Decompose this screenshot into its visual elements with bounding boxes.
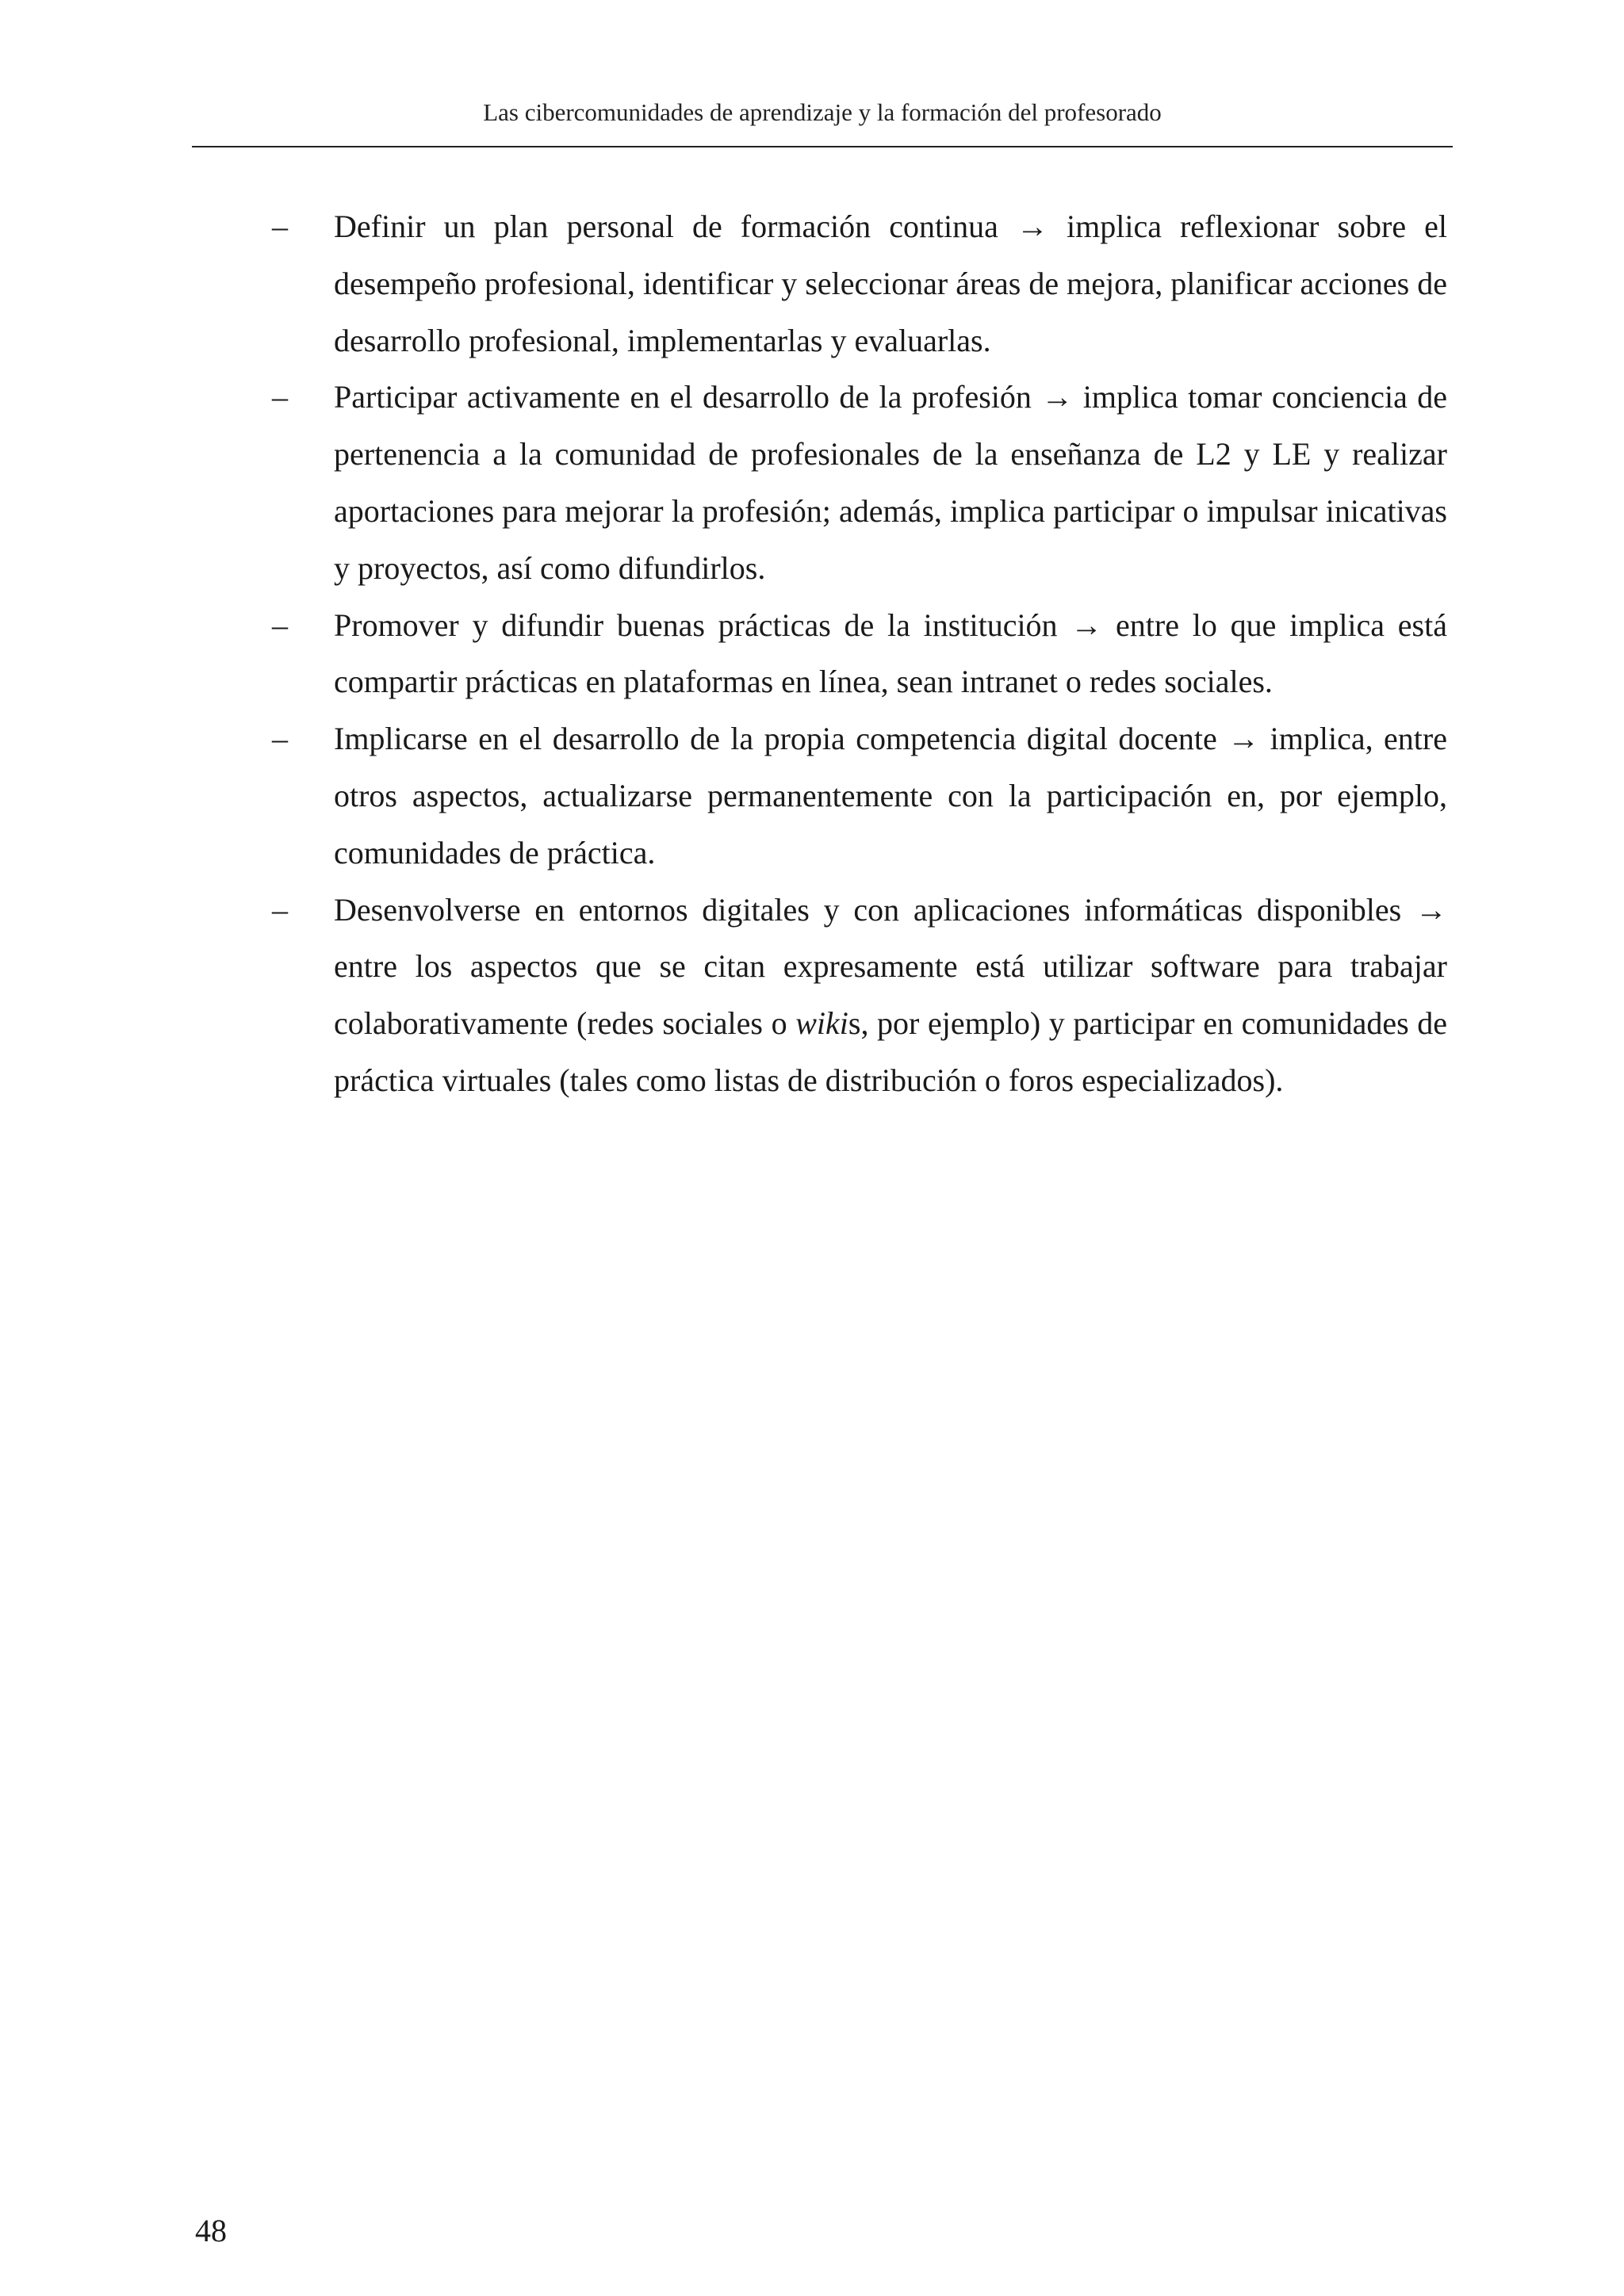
list-item-text <box>334 882 1447 1109</box>
list-item-text: Definir un plan personal de formación continua → implica reflexionar sobre el desempeño profesional, identificar y seleccionar áreas de mejora, planificar acciones de desarrollo profesional, implementarlas y evaluarlas. <box>334 209 1447 358</box>
bullet-dash: – <box>272 721 288 757</box>
bullet-dash: – <box>272 209 288 244</box>
list-item <box>0 597 1624 711</box>
list-item <box>0 882 1624 1109</box>
list-item-text-end: s, por ejemplo) y participar en comunidades de práctica virtuales (tales como listas de distribución o foros especializados). <box>334 1005 1448 1098</box>
list-item-text: Implicarse en el desarrollo de la propia competencia digital docente → implica, entre otros aspectos, actualizarse permanentemente con la participación en, por ejemplo, comunidades de práctica. <box>334 721 1447 871</box>
bullet-dash: – <box>272 891 288 928</box>
header-rule <box>192 146 1453 147</box>
list-item <box>0 710 1624 881</box>
bullet-list <box>0 198 1624 1109</box>
bullet-dash: – <box>272 379 288 415</box>
bullet-dash: – <box>272 607 288 643</box>
italic-term: wiki <box>795 1005 848 1042</box>
list-item <box>0 369 1624 596</box>
page-number: 48 <box>195 2213 227 2248</box>
list-item-text: Promover y difundir buenas prácticas de la institución → entre lo que implica está compartir prácticas en plataformas en línea, sean intranet o redes sociales. <box>334 607 1447 700</box>
list-item <box>0 198 1624 369</box>
running-header: Las cibercomunidades de aprendizaje y la formación del profesorado <box>483 98 1162 126</box>
list-item-text: Participar activamente en el desarrollo de la profesión → implica tomar conciencia de pertenencia a la comunidad de profesionales de la enseñanza de L2 y LE y realizar aportaciones para mejorar la profesión; además, implica participar o impulsar inicativas y proyectos, así como difundirlos. <box>334 379 1447 586</box>
list-item-text-start: Desenvolverse en entornos digitales y con aplicaciones informáticas disponibles → entre los aspectos que se citan expresamente está utilizar software para trabajar colaborativamente (redes sociales o <box>334 891 1447 1042</box>
